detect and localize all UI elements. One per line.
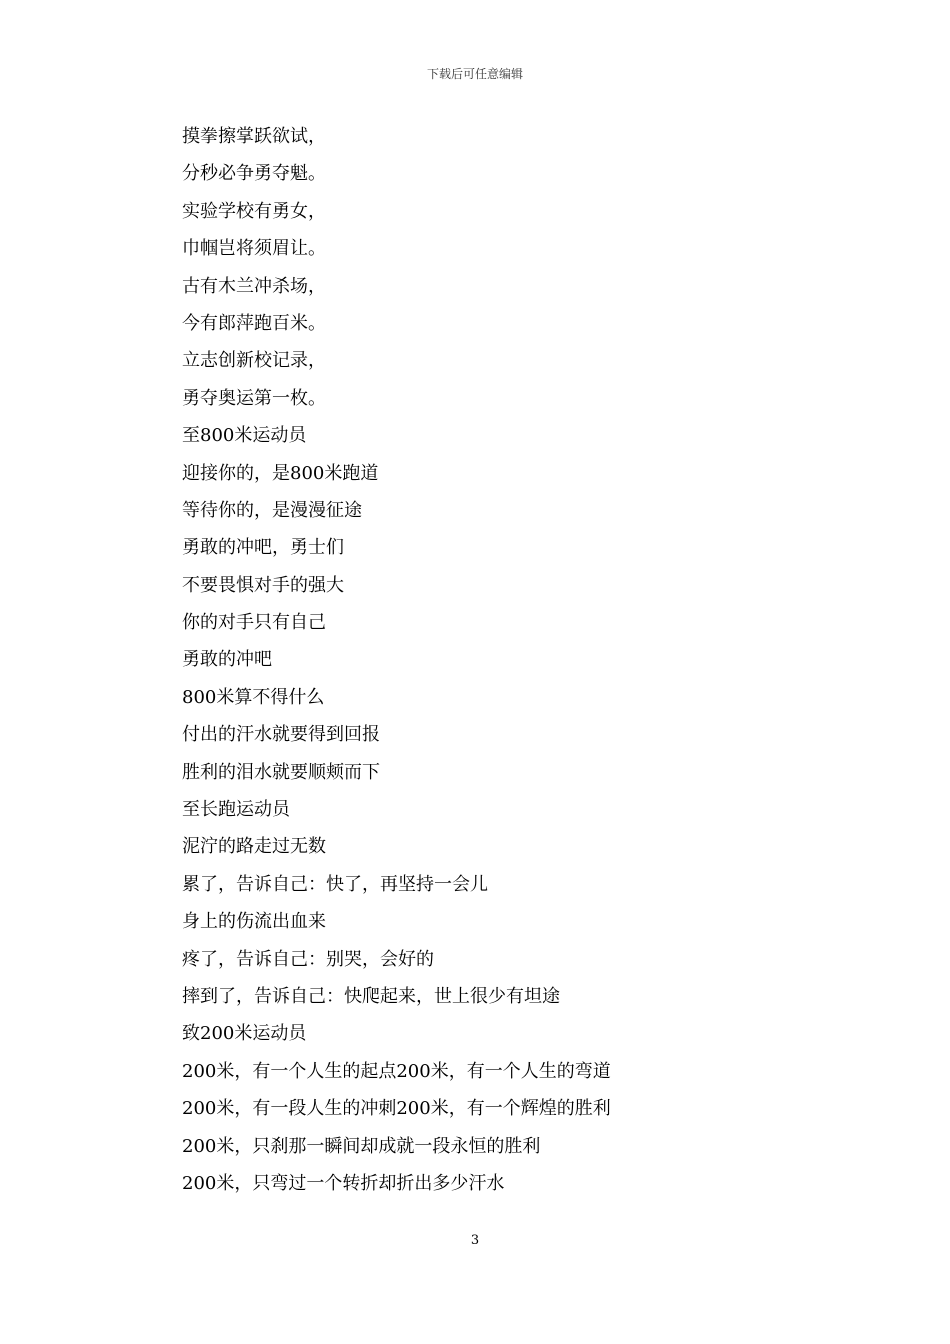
text-line: 身上的伤流出血来 [182,911,326,933]
section-heading: 至800米运动员 [182,425,307,447]
text-line: 摔到了，告诉自己：快爬起来，世上很少有坦途 [182,985,560,1007]
text-line: 古有木兰冲杀场， [182,275,326,297]
page-number: 3 [470,1233,480,1248]
text-line: 今有郎萍跑百米。 [182,312,326,334]
text-line: 付出的汗水就要得到回报 [182,724,380,746]
text-line: 分秒必争勇夺魁。 [182,163,326,185]
text-line: 泥泞的路走过无数 [182,836,326,858]
text-line: 勇敢的冲吧 [182,649,272,671]
section-heading: 至长跑运动员 [182,799,290,821]
text-line: 摸拳擦掌跃欲试， [182,126,326,147]
text-line: 胜利的泪水就要顺颊而下 [182,761,380,783]
text-line: 迎接你的，是800米跑道 [182,462,379,484]
text-line: 勇夺奥运第一枚。 [182,387,326,409]
text-line: 800米算不得什么 [182,686,325,708]
section-heading: 致200米运动员 [182,1023,307,1045]
text-line: 200米，只刹那一瞬间却成就一段永恒的胜利 [182,1135,541,1157]
text-line: 200米，只弯过一个转折却折出多少汗水 [182,1172,505,1194]
document-body [182,123,802,1207]
text-line: 你的对手只有自己 [182,612,326,634]
text-line: 勇敢的冲吧，勇士们 [182,537,344,559]
text-line: 不要畏惧对手的强大 [182,574,344,596]
text-line: 等待你的，是漫漫征途 [182,499,362,521]
text-line: 200米，有一个人生的起点200米，有一个人生的弯道 [182,1060,611,1082]
page-header: 下载后可任意编辑 [426,67,523,81]
text-line: 立志创新校记录， [182,350,326,372]
text-line: 疼了，告诉自己：别哭，会好的 [182,948,434,970]
text-line: 巾帼岂将须眉让。 [182,238,326,260]
text-line: 实验学校有勇女， [182,200,326,222]
text-line: 累了，告诉自己：快了，再坚持一会儿 [182,873,488,895]
text-line: 200米，有一段人生的冲刺200米，有一个辉煌的胜利 [182,1098,611,1120]
